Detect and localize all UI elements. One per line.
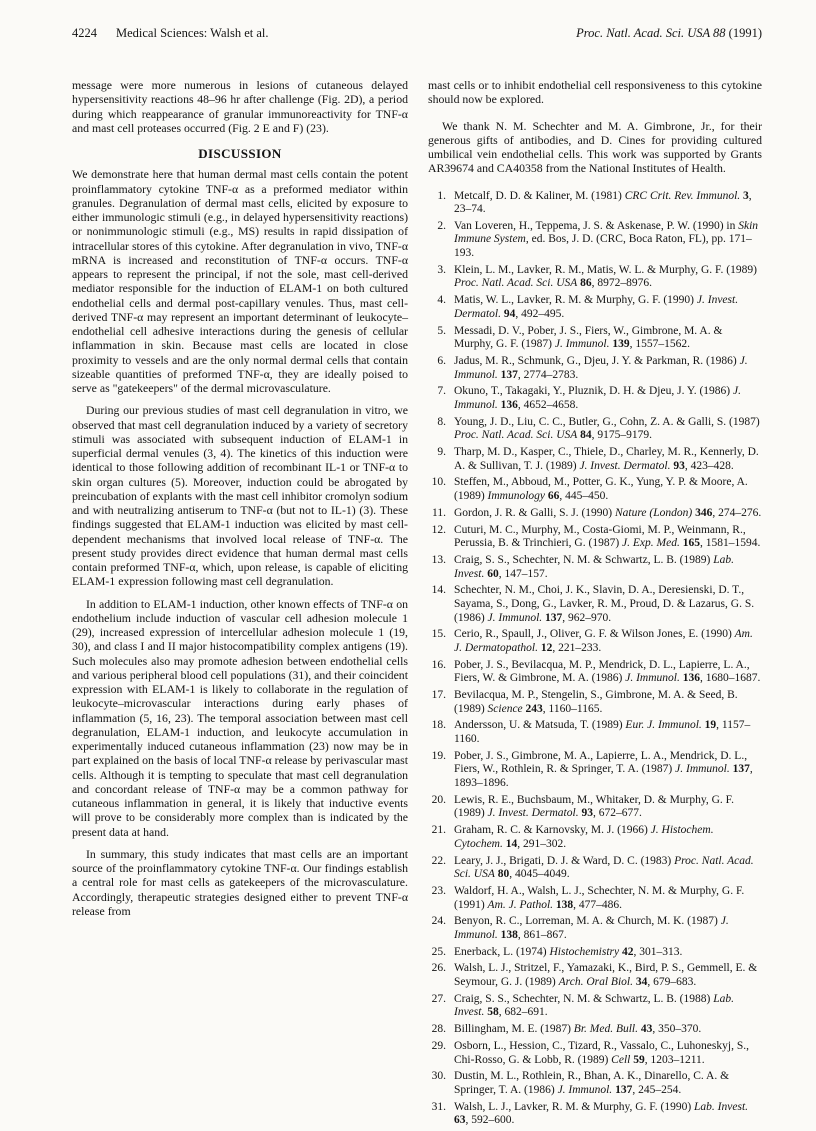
reference-pages: , ed. Bos, J. D. (CRC, Boca Raton, FL), pp. 171–193. bbox=[454, 233, 752, 260]
reference-number: 16. bbox=[431, 658, 446, 671]
reference-number: 15. bbox=[431, 628, 446, 641]
reference-number: 20. bbox=[431, 793, 446, 806]
reference-number: 10. bbox=[431, 476, 446, 489]
journal-name: Proc. Natl. Acad. Sci. USA 88 bbox=[576, 26, 726, 40]
acknowledgment: We thank N. M. Schechter and M. A. Gimbrone, Jr., for their generous gifts of antibodies, and D. Cines for providing cultured umbilical vein endothelial cells. This work was supported by Grants AR39674 and CA40358 from the National Institutes of Health. bbox=[428, 118, 762, 176]
reference-authors: Pober, J. S., Gimbrone, M. A., Lapierre, L. A., Mendrick, D. L., Fiers, W., Rothlein, R. & Springer, T. A. (1987) bbox=[454, 749, 748, 776]
reference-number: 6. bbox=[437, 354, 446, 367]
reference-number: 9. bbox=[437, 446, 446, 459]
reference-volume: 34 bbox=[635, 976, 648, 989]
reference-number: 13. bbox=[431, 554, 446, 566]
reference-pages: , 492–495. bbox=[515, 307, 565, 320]
reference-item bbox=[428, 507, 762, 521]
reference-authors: Matis, W. L., Lavker, R. M. & Murphy, G. F. (1990) bbox=[454, 294, 697, 307]
reference-authors: Andersson, U. & Matsuda, T. (1989) bbox=[454, 719, 626, 732]
reference-authors: Lewis, R. E., Buchsbaum, M., Whitaker, D. & Murphy, G. F. (1989) bbox=[454, 793, 735, 820]
reference-number: 31. bbox=[431, 1100, 446, 1113]
reference-journal: J. Histochem. Cytochem. bbox=[454, 824, 714, 850]
reference-item bbox=[428, 446, 762, 473]
reference-authors: Cuturi, M. C., Murphy, M., Costa-Giomi, M. P., Weinmann, R., Perussia, B. & Trinchieri, G. (1987) bbox=[454, 523, 746, 550]
reference-volume: 93 bbox=[673, 459, 685, 472]
reference-volume: 3 bbox=[743, 189, 749, 202]
reference-number: 3. bbox=[437, 263, 446, 276]
reference-number: 30. bbox=[431, 1070, 446, 1083]
reference-pages: , 274–276. bbox=[712, 506, 762, 519]
reference-volume: 93 bbox=[581, 807, 593, 820]
reference-volume: 136 bbox=[682, 672, 700, 685]
reference-authors: Benyon, R. C., Lorreman, M. A. & Church, M. K. (1987) bbox=[454, 915, 721, 928]
results-continuation: message were more numerous in lesions of cutaneous delayed hypersensitivity reactions 48–96 hr after challenge (Fig. 2D), a period during which reappearance of granular immunoreactivity for TNF-α and mast cell proteases occurred (Fig. 2 E and F) (23). bbox=[72, 78, 408, 135]
reference-volume: 84 bbox=[580, 429, 592, 442]
reference-authors: Graham, R. C. & Karnovsky, M. J. (1966) bbox=[454, 824, 651, 837]
reference-authors: Schechter, N. M., Choi, J. K., Slavin, D. A., Deresienski, D. T., Sayama, S., Dong, G., Lavker, R. M., Proud, D. & Lazarus, G. S. (1986) bbox=[454, 584, 755, 624]
reference-authors: Walsh, L. J., Lavker, R. M. & Murphy, G. F. (1990) bbox=[454, 1100, 695, 1113]
reference-journal: Proc. Natl. Acad. Sci. USA bbox=[454, 429, 578, 442]
reference-number: 8. bbox=[437, 415, 446, 428]
reference-number: 4. bbox=[437, 294, 446, 307]
reference-journal: Am. J. Dermatopathol. bbox=[454, 628, 753, 654]
reference-item bbox=[428, 1040, 762, 1067]
reference-journal: Immunology bbox=[487, 490, 546, 503]
reference-authors: Osborn, L., Hession, C., Tizard, R., Vassalo, C., Luhoneskyj, S., Chi-Rosso, G. & Lobb, R. (1989) bbox=[454, 1040, 749, 1066]
reference-journal: Histochemistry bbox=[549, 945, 620, 958]
reference-pages: , 682–691. bbox=[498, 1006, 548, 1019]
reference-authors: Metcalf, D. D. & Kaliner, M. (1981) bbox=[454, 189, 625, 202]
reference-journal: J. Immunol. bbox=[557, 1083, 613, 1096]
reference-number: 11. bbox=[432, 506, 446, 519]
reference-item bbox=[428, 855, 762, 882]
reference-pages: , 291–302. bbox=[517, 837, 567, 850]
reference-volume: 60 bbox=[487, 567, 499, 580]
reference-authors: Craig, S. S., Schechter, N. M. & Schwartz, L. B. (1989) bbox=[454, 554, 714, 566]
reference-item bbox=[428, 1101, 762, 1128]
reference-journal: Arch. Oral Biol. bbox=[558, 976, 633, 989]
reference-number: 24. bbox=[431, 915, 446, 928]
reference-authors: Craig, S. S., Schechter, N. M. & Schwartz, L. B. (1988) bbox=[454, 992, 714, 1005]
reference-volume: 137 bbox=[545, 611, 563, 624]
reference-pages: , 1160–1165. bbox=[542, 702, 603, 715]
reference-item bbox=[428, 476, 762, 503]
reference-journal: J. Immunol. bbox=[454, 354, 748, 381]
reference-number: 21. bbox=[431, 824, 446, 837]
reference-journal: Proc. Natl. Acad. Sci. USA bbox=[454, 277, 578, 290]
reference-item bbox=[428, 325, 762, 352]
reference-item bbox=[428, 915, 762, 942]
reference-pages: , 4652–4658. bbox=[517, 398, 579, 411]
reference-pages: , 1581–1594. bbox=[699, 537, 761, 550]
reference-pages: , 962–970. bbox=[562, 611, 612, 624]
reference-volume: 138 bbox=[555, 898, 574, 911]
reference-item bbox=[428, 946, 762, 960]
reference-journal: J. Exp. Med. bbox=[622, 537, 680, 550]
reference-item bbox=[428, 1070, 762, 1097]
reference-authors: Walsh, L. J., Stritzel, F., Yamazaki, K., Bird, P. S., Gemmell, E. & Seymour, G. J. (1989) bbox=[454, 962, 758, 989]
reference-item bbox=[428, 993, 762, 1020]
reference-authors: Bevilacqua, M. P., Stengelin, S., Gimbrone, M. A. & Seed, B. (1989) bbox=[454, 689, 738, 715]
reference-journal: Lab. Invest. bbox=[454, 554, 734, 580]
reference-number: 14. bbox=[431, 584, 446, 597]
reference-item bbox=[428, 554, 762, 581]
reference-volume: 165 bbox=[682, 537, 700, 550]
reference-volume: 137 bbox=[732, 763, 750, 776]
reference-pages: , 2774–2783. bbox=[517, 368, 579, 381]
reference-pages: , 861–867. bbox=[517, 928, 567, 941]
reference-volume: 42 bbox=[622, 945, 634, 958]
reference-volume: 136 bbox=[500, 398, 518, 411]
reference-pages: , 423–428. bbox=[684, 459, 734, 472]
reference-journal: Lab. Invest. bbox=[454, 992, 734, 1019]
reference-item bbox=[428, 416, 762, 443]
reference-pages: , 9175–9179. bbox=[591, 429, 653, 442]
reference-journal: J. Immunol. bbox=[625, 672, 680, 685]
reference-authors: Messadi, D. V., Pober, J. S., Fiers, W., Gimbrone, M. A. & Murphy, G. F. (1987) bbox=[454, 324, 723, 351]
discussion-paragraph-4: In summary, this study indicates that mast cells are an important source of the proinflammatory cytokine TNF-α. Our findings establish a central role for mast cells as gatekeepers of the microvasculature. Accordingly, therapeutic strategies designed either to prevent TNF-α release from bbox=[72, 846, 408, 918]
page-header bbox=[72, 26, 762, 46]
reference-volume: 137 bbox=[500, 368, 518, 381]
reference-authors: Dustin, M. L., Rothlein, R., Bhan, A. K., Dinarello, C. A. & Springer, T. A. (1986) bbox=[454, 1070, 730, 1096]
reference-pages: , 1203–1211. bbox=[644, 1053, 705, 1066]
reference-journal: J. Immunol. bbox=[454, 385, 741, 411]
reference-authors: Jadus, M. R., Schmunk, G., Djeu, J. Y. & Parkman, R. (1986) bbox=[454, 354, 740, 367]
reference-number: 2. bbox=[437, 219, 446, 232]
journal-reference bbox=[576, 26, 762, 41]
reference-pages: , 350–370. bbox=[652, 1023, 702, 1036]
reference-item bbox=[428, 264, 762, 291]
running-section-title: Medical Sciences: Walsh et al. bbox=[116, 26, 269, 40]
reference-number: 1. bbox=[437, 189, 446, 202]
reference-authors: Enerback, L. (1974) bbox=[454, 945, 550, 958]
left-column bbox=[72, 78, 408, 918]
reference-pages: , 221–233. bbox=[552, 641, 602, 654]
reference-authors: Pober, J. S., Bevilacqua, M. P., Mendrick, D. L., Lapierre, L. A., Fiers, W. & Gimbrone, M. A. (1986) bbox=[454, 658, 750, 685]
reference-number: 26. bbox=[431, 962, 446, 975]
reference-pages: , 672–677. bbox=[592, 807, 642, 820]
reference-number: 23. bbox=[431, 884, 446, 897]
reference-number: 17. bbox=[431, 689, 446, 702]
reference-authors: Waldorf, H. A., Walsh, L. J., Schechter, N. M. & Murphy, G. F. (1991) bbox=[454, 884, 745, 911]
reference-number: 5. bbox=[437, 324, 446, 337]
reference-authors: Cerio, R., Spaull, J., Oliver, G. F. & Wilson Jones, E. (1990) bbox=[454, 628, 735, 641]
reference-volume: 139 bbox=[612, 338, 630, 351]
reference-journal: Skin Immune System bbox=[454, 219, 759, 246]
page-number: 4224 bbox=[72, 26, 97, 40]
discussion-continuation: mast cells or to inhibit endothelial cell responsiveness to this cytokine should now be explored. bbox=[428, 78, 762, 107]
reference-volume: 138 bbox=[500, 928, 518, 941]
reference-journal: Eur. J. Immunol. bbox=[625, 719, 702, 732]
reference-number: 19. bbox=[431, 749, 446, 762]
reference-item bbox=[428, 719, 762, 746]
reference-item bbox=[428, 385, 762, 412]
reference-number: 12. bbox=[431, 523, 446, 536]
reference-item bbox=[428, 794, 762, 821]
reference-item bbox=[428, 824, 762, 851]
reference-volume: 63 bbox=[454, 1114, 466, 1127]
reference-authors: Tharp, M. D., Kasper, C., Thiele, D., Charley, M. R., Kennerly, D. A. & Sullivan, T. J. (1989) bbox=[454, 446, 759, 472]
reference-journal: Br. Med. Bull. bbox=[573, 1023, 638, 1036]
reference-volume: 19 bbox=[704, 719, 717, 732]
reference-pages: , 477–486. bbox=[573, 898, 623, 911]
reference-item bbox=[428, 885, 762, 912]
reference-item bbox=[428, 750, 762, 791]
reference-journal: Lab. Invest. bbox=[694, 1100, 749, 1113]
reference-journal: Am. J. Pathol. bbox=[487, 898, 554, 911]
reference-authors: Klein, L. M., Lavker, R. M., Matis, W. L. & Murphy, G. F. (1989) bbox=[454, 263, 757, 276]
reference-volume: 43 bbox=[640, 1023, 653, 1036]
reference-pages: , 245–254. bbox=[632, 1083, 682, 1096]
reference-journal: J. Immunol. bbox=[487, 611, 543, 624]
reference-pages: , 679–683. bbox=[647, 976, 697, 989]
reference-volume: 14 bbox=[505, 837, 518, 850]
reference-pages: , 23–74. bbox=[454, 189, 752, 216]
reference-number: 25. bbox=[431, 945, 446, 958]
reference-number: 22. bbox=[431, 854, 446, 867]
reference-number: 7. bbox=[437, 385, 446, 398]
discussion-paragraph-1: We demonstrate here that human dermal mast cells contain the potent proinflammatory cytokine TNF-α as a preformed mediator within granules. Degranulation of dermal mast cells, elicited by exposure to either immunologic stimuli (e.g., in delayed hypersensitivity reactions) or nonimmunologic stimuli (e.g., MS) results in rapid dissipation of intracellular stores of this cytokine. After degranulation in vivo, TNF-α mRNA is increased and reconstitution of TNF-α occurs. TNF-α appears to represent the principal, if not the sole, mast cell-derived mediator responsible for the induction of ELAM-1 on both cultured endothelial cells and dermal post-capillary venules. Thus, mast cell-derived TNF-α may represent an important determinant of leukocyte–endothelial cell adhesive interactions during the genesis of cellular inflammation in skin. Because mast cells are located in close proximity to vessels and are the only normal dermal cells that contain sizeable quantities of preformed TNF-α, they are ideally poised to serve as "gatekeepers" of the dermal microvasculature. bbox=[72, 167, 408, 395]
reference-pages: , 1680–1687. bbox=[699, 672, 761, 685]
reference-journal: J. Immunol. bbox=[675, 763, 730, 776]
reference-journal: Science bbox=[487, 702, 523, 715]
reference-journal: J. Invest. Dermatol. bbox=[454, 294, 739, 320]
reference-pages: , 301–313. bbox=[633, 945, 683, 958]
reference-item bbox=[428, 659, 762, 686]
reference-pages: , 4045–4049. bbox=[509, 868, 570, 881]
reference-volume: 94 bbox=[503, 307, 516, 320]
discussion-paragraph-2: During our previous studies of mast cell degranulation in vitro, we observed that mast cell degranulation induced by a variety of secretory stimuli was associated with subsequent induction of ELAM-1 in superficial dermal venules (3, 4). The kinetics of this induction were identical to those following addition of recombinant IL-1 or TNF-α to skin organ cultures (5). Moreover, induction could be abrogated by preincubation of explants with the mast cell inhibitor cromolyn sodium and with neutralizing antiserum to TNF-α (but not to IL-1) (3). These findings suggested that ELAM-1 induction was elicited by mast cell-dependent mechanisms that involved local release of TNF-α. The present study provides direct evidence that human dermal mast cells contain preformed TNF-α, which, upon release, is capable of eliciting ELAM-1 expression following mast cell degranulation. bbox=[72, 403, 408, 589]
reference-item bbox=[428, 294, 762, 321]
discussion-heading: DISCUSSION bbox=[198, 146, 282, 161]
reference-authors: Leary, J. J., Brigati, D. J. & Ward, D. C. (1983) bbox=[454, 854, 675, 867]
reference-item bbox=[428, 220, 762, 261]
reference-item bbox=[428, 355, 762, 382]
reference-volume: 12 bbox=[540, 641, 553, 654]
reference-authors: Gordon, J. R. & Galli, S. J. (1990) bbox=[454, 506, 615, 519]
reference-pages: , 1893–1896. bbox=[454, 763, 753, 790]
reference-volume: 59 bbox=[633, 1053, 645, 1066]
reference-item bbox=[428, 628, 762, 655]
reference-item bbox=[428, 1023, 762, 1037]
reference-volume: 346 bbox=[695, 506, 713, 519]
reference-number: 27. bbox=[431, 992, 446, 1005]
reference-list bbox=[428, 190, 762, 1128]
reference-journal: J. Immunol. bbox=[554, 338, 610, 351]
reference-authors: Steffen, M., Abboud, M., Potter, G. K., Yung, Y. P. & Moore, A. (1989) bbox=[454, 476, 748, 503]
reference-volume: 80 bbox=[497, 868, 510, 881]
reference-volume: 58 bbox=[487, 1006, 499, 1019]
reference-journal: CRC Crit. Rev. Immunol. bbox=[624, 189, 741, 202]
reference-volume: 137 bbox=[615, 1083, 633, 1096]
reference-item bbox=[428, 962, 762, 989]
reference-item bbox=[428, 584, 762, 625]
reference-journal: Proc. Natl. Acad. Sci. USA bbox=[454, 854, 754, 881]
reference-authors: Van Loveren, H., Teppema, J. S. & Askenase, P. W. (1990) in bbox=[454, 219, 739, 232]
reference-volume: 66 bbox=[547, 490, 560, 503]
journal-year: (1991) bbox=[728, 26, 762, 40]
reference-volume: 86 bbox=[580, 277, 592, 290]
reference-number: 29. bbox=[431, 1040, 446, 1052]
reference-number: 18. bbox=[431, 719, 446, 732]
reference-pages: , 1557–1562. bbox=[629, 338, 690, 351]
reference-item bbox=[428, 689, 762, 716]
reference-pages: , 147–157. bbox=[498, 567, 548, 580]
reference-journal: Cell bbox=[611, 1053, 631, 1066]
reference-journal: J. Invest. Dermatol. bbox=[579, 459, 671, 472]
reference-journal: J. Immunol. bbox=[454, 915, 729, 941]
right-column bbox=[428, 78, 762, 1131]
reference-number: 28. bbox=[431, 1023, 446, 1036]
reference-journal: J. Invest. Dermatol. bbox=[487, 807, 579, 820]
reference-journal: Nature (London) bbox=[615, 506, 693, 519]
reference-volume: 243 bbox=[525, 702, 543, 715]
reference-authors: Okuno, T., Takagaki, Y., Pluznik, D. H. & Djeu, J. Y. (1986) bbox=[454, 385, 734, 398]
reference-authors: Billingham, M. E. (1987) bbox=[454, 1023, 574, 1036]
reference-authors: Young, J. D., Liu, C. C., Butler, G., Cohn, Z. A. & Galli, S. (1987) bbox=[454, 415, 760, 428]
reference-pages: , 8972–8976. bbox=[591, 277, 653, 290]
discussion-paragraph-3: In addition to ELAM-1 induction, other known effects of TNF-α on endothelium include induction of vascular cell adhesion molecule 1 (29), increased expression of intercellular adhesion molecule 1 (19, 30), and class I and II major histocompatibility complex antigens (19). Such molecules also may promote adhesion between endothelial cells and various peripheral blood cell populations (31), and their coincident expression with ELAM-1 is likely to collaborate in the regulation of leukocyte–microvascular interactions during early phases of inflammation (5, 16, 23). The temporal association between mast cell degranulation, ELAM-1 induction, and leukocyte accumulation in experimentally induced cutaneous inflammation (23) now may be in part explained on the basis of local TNF-α release by perivascular mast cells. Although it is tempting to speculate that mast cell degranulation and concordant release of TNF-α may be a common pathway for cutaneous inflammation in general, it is likely that inductive events will prove to be considerably more complex than is indicated by the present data at hand. bbox=[72, 596, 408, 839]
reference-pages: , 1157–1160. bbox=[454, 719, 751, 746]
reference-pages: , 592–600. bbox=[465, 1114, 515, 1127]
reference-item bbox=[428, 190, 762, 217]
reference-item bbox=[428, 524, 762, 551]
reference-pages: , 445–450. bbox=[559, 490, 609, 503]
